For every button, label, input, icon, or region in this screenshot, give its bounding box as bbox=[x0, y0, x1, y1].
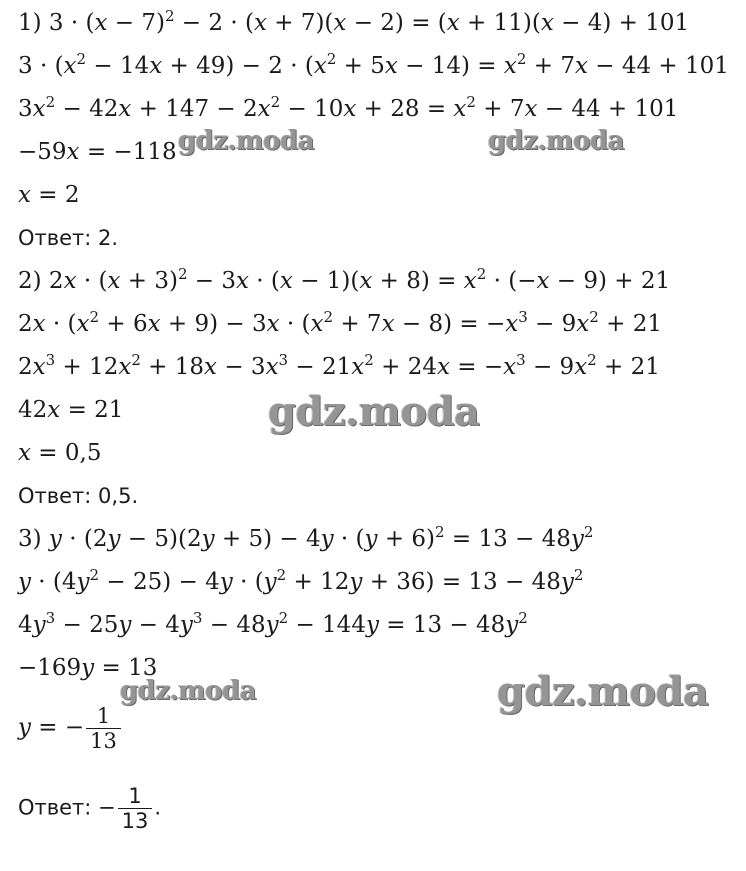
equation-line: $3 \cdot (x^2 - 14x + 49) - 2 \cdot (x^2 + 5x - 14) = x^2 + 7x - 44 + 101$ bbox=[18, 50, 729, 79]
answer-line: Ответ: 0,5. bbox=[18, 484, 139, 508]
watermark: gdz.moda bbox=[268, 388, 480, 435]
equation-line: −169y = 13 bbox=[18, 655, 158, 681]
equation-line: −59x = −118 bbox=[18, 139, 177, 165]
equation-line: y = − $\frac{1}{13}$ bbox=[18, 704, 123, 753]
equation-line: x = 0,5 bbox=[18, 440, 102, 466]
fraction: $\frac{1}{13}$ bbox=[118, 784, 153, 833]
watermark: gdz.moda bbox=[178, 126, 315, 156]
equation-line: $4y^3 - 25y - 4y^3 - 48y^2 - 144y = 13 - 48y^2$ bbox=[18, 609, 528, 638]
equation-line: $3x^2 - 42x + 147 - 2x^2 - 10x + 28 = x^2 + 7x - 44 + 101$ bbox=[18, 93, 679, 122]
equation-line: 3) $y \cdot (2y - 5)(2y + 5) - 4y \cdot (y + 6)^2 = 13 - 48y^2$ bbox=[18, 523, 594, 552]
equation-line: $2x \cdot (x^2 + 6x + 9) - 3x \cdot (x^2 + 7x - 8) = -x^3 - 9x^2 + 21$ bbox=[18, 308, 662, 337]
equation-line: 42x = 21 bbox=[18, 397, 124, 423]
watermark: gdz.moda bbox=[120, 676, 257, 706]
answer-line: Ответ: − $\frac{1}{13}$ . bbox=[18, 784, 162, 833]
equation-line: $2x^3 + 12x^2 + 18x - 3x^3 - 21x^2 + 24x = -x^3 - 9x^2 + 21$ bbox=[18, 351, 660, 380]
equation-line: $y \cdot (4y^2 - 25) - 4y \cdot (y^2 + 12y + 36) = 13 - 48y^2$ bbox=[18, 566, 584, 595]
equation-line: 2) $2x \cdot (x + 3)^2 - 3x \cdot (x - 1)(x + 8) = x^2 \cdot (-x - 9) + 21$ bbox=[18, 265, 671, 294]
watermark: gdz.moda bbox=[497, 668, 709, 715]
equation-line: x = 2 bbox=[18, 182, 80, 208]
fraction: $\frac{1}{13}$ bbox=[86, 704, 121, 753]
equation-line: 1) $3 \cdot (x - 7)^2 - 2 \cdot (x + 7)(x - 2) = (x + 11)(x - 4) + 101$ bbox=[18, 7, 690, 36]
answer-line: Ответ: 2. bbox=[18, 226, 119, 250]
watermark: gdz.moda bbox=[488, 126, 625, 156]
